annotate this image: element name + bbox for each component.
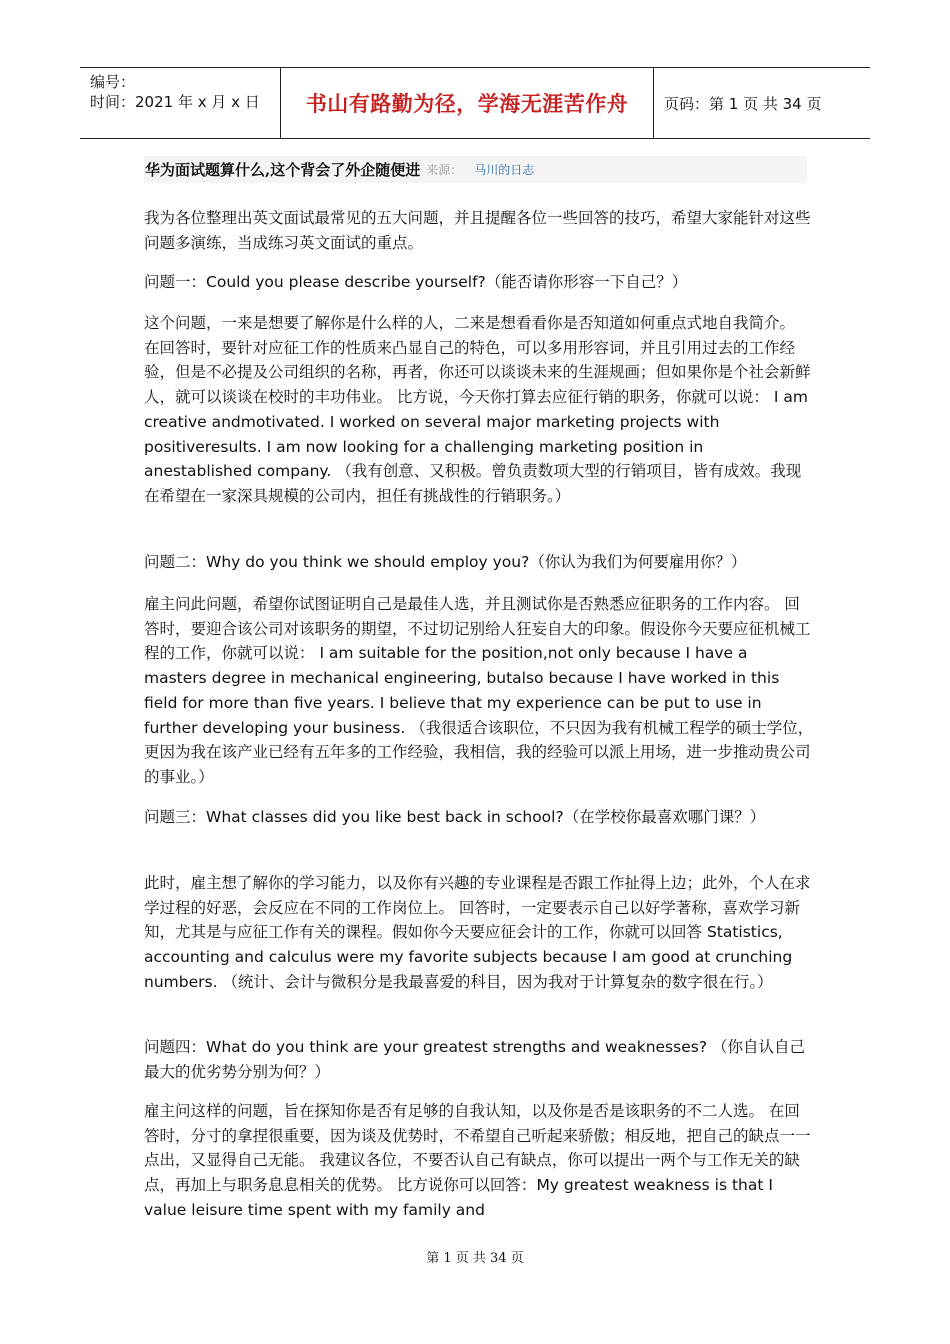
time-label: 时间：2021 年 x 月 x 日 — [90, 93, 260, 111]
header-motto: 书山有路勤为径，学海无涯苦作舟 — [281, 68, 654, 138]
paragraph-chinese-text: （在学校你最喜欢哪门课？） — [563, 808, 766, 826]
paragraph-english-text: What classes did you like best back in school? — [206, 808, 564, 826]
paragraph-chinese-text: 我为各位整理出英文面试最常见的五大问题，并且提醒各位一些回答的技巧，希望大家能针对这些问题多演练，当成练习英文面试的重点。 — [144, 209, 811, 252]
page-footer: 第 1 页 共 34 页 — [426, 1251, 524, 1266]
paragraph-chinese-text: （我很适合该职位，不只因为我有机械工程学的硕士学位，更因为我在该产业已经有五年多的工作经验，我相信，我的经验可以派上用场，进一步推动贵公司的事业。） — [144, 718, 814, 786]
paragraph-chinese-text: 雇主问这样的问题，旨在探知你是否有足够的自我认知，以及你是否是该职务的不二人选。 在回答时，分寸的拿捏很重要，因为谈及优势时，不希望自己听起来骄傲；相反地，把自己的缺点一一点出，又显得自己无能。 我建议各位，不要否认自己有缺点，你可以提出一两个与工作无关的缺点，再加上与职务息息相关的优势。 比方说你可以回答： — [144, 1102, 811, 1195]
header-table — [80, 67, 870, 139]
paragraph — [144, 805, 814, 830]
paragraph — [144, 206, 814, 255]
paragraph-english-text: What do you think are your greatest strengths and weaknesses? — [206, 1038, 708, 1056]
article-body — [144, 156, 814, 1219]
paragraph-chinese-text: 这个问题，一来是想要了解你是什么样的人，二来是想看看你是否知道如何重点式地自我简介。 在回答时，要针对应征工作的性质来凸显自己的特色，可以多用形容词，并且引用过去的工作经验，但是不必提及公司组织的名称，再者，你还可以谈谈未来的生涯规画；但如果你是个社会新鲜人，就可以谈谈在校时的丰功伟业。 比方说，今天你打算去应征行销的职务，你就可以说： — [144, 314, 811, 407]
paragraph-chinese-text: （统计、会计与微积分是我最喜爱的科目，因为我对于计算复杂的数字很在行。） — [217, 972, 773, 991]
paragraph-chinese-text: 此时，雇主想了解你的学习能力，以及你有兴趣的专业课程是否跟工作扯得上边；此外，个人在求学过程的好恶，会反应在不同的工作岗位上。 回答时，一定要表示自己以好学著称，喜欢学习新知，尤其是与应征工作有关的课程。假如你今天要应征会计的工作，你就可以回答 — [144, 874, 811, 942]
paragraph-chinese-text: 雇主问此问题，希望你试图证明自己是最佳人选，并且测试你是否熟悉应征职务的工作内容。 回答时，要迎合该公司对该职务的期望，不过切记别给人狂妄自大的印象。假设你今天要应征机械工程的工作，你就可以说： — [144, 595, 811, 663]
paragraph — [144, 1035, 814, 1084]
article-title-bar — [144, 156, 807, 183]
source-label: 来源： — [426, 163, 463, 177]
paragraph — [144, 1099, 814, 1223]
paragraph — [144, 550, 814, 575]
article-title: 华为面试题算什么,这个背会了外企随便进 — [145, 161, 421, 179]
paragraph-chinese-text: 问题二： — [144, 553, 207, 571]
header-page-info: 页码：第 1 页 共 34 页 — [664, 94, 822, 113]
paragraph-chinese-text: 问题三： — [144, 808, 207, 826]
number-label: 编号： — [90, 73, 136, 91]
paragraph — [144, 871, 814, 995]
paragraph — [144, 592, 814, 790]
paragraph-chinese-text: （我有创意、又积极。曾负责数项大型的行销项目，皆有成效。我现在希望在一家深具规模的公司内，担任有挑战性的行销职务。） — [144, 462, 802, 505]
paragraph-english-text: Why do you think we should employ you? — [206, 553, 530, 571]
paragraph-english-text: I am suitable for the position,not only because I have a masters degree in mechanical engineering, butalso because I have worked in this field for more than five years. I believe that my experience can be put to use in further developing your business. — [144, 644, 780, 737]
source-link[interactable]: 马川的日志 — [474, 163, 535, 177]
paragraph — [144, 311, 814, 509]
header-meta — [80, 68, 281, 138]
paragraph-english-text: Could you please describe yourself? — [206, 273, 486, 291]
paragraph-chinese-text: （你自认自己最大的优劣势分别为何？） — [144, 1038, 805, 1081]
paragraph-english-text: Statistics, accounting and calculus were my favorite subjects because I am good at crunching numbers. — [144, 923, 793, 991]
paragraph-english-text: My greatest weakness is that I value leisure time spent with my family and — [144, 1176, 773, 1219]
paragraph-chinese-text: （能否请你形容一下自己？） — [485, 273, 688, 291]
paragraph — [144, 270, 814, 295]
paragraph-chinese-text: 问题一： — [144, 273, 207, 291]
paragraph-chinese-text: （你认为我们为何要雇用你？） — [529, 553, 747, 571]
paragraph-english-text: I am creative andmotivated. I worked on several major marketing projects with positiveresults. I am now looking for a challenging marketing position in anestablished company. — [144, 388, 808, 481]
paragraph-chinese-text: 问题四： — [144, 1038, 207, 1056]
